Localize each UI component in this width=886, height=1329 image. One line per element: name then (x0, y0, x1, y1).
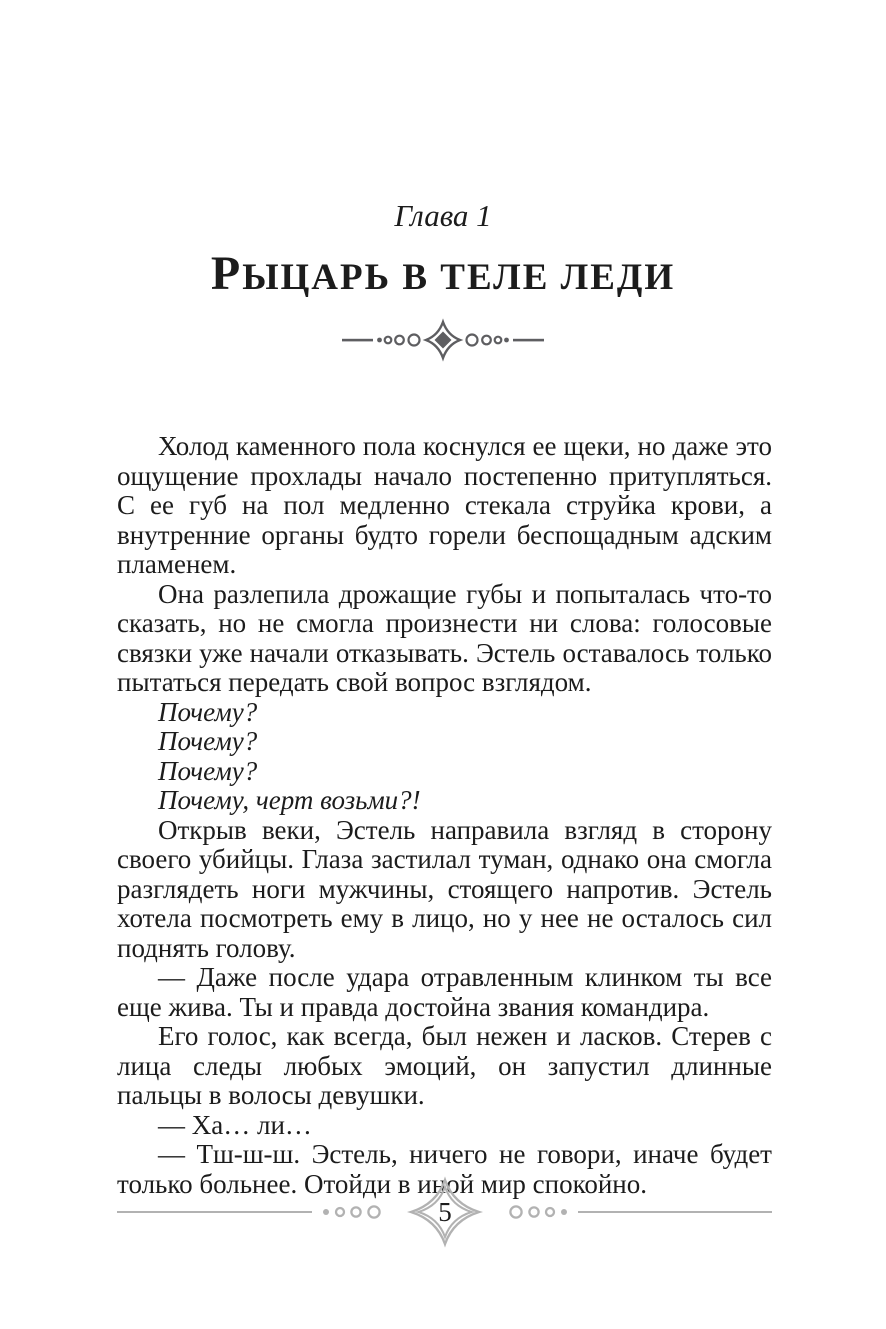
footer-circle-icon (351, 1207, 360, 1216)
chapter-title-rest: ЫЦАРЬ В ТЕЛЕ ЛЕДИ (242, 257, 676, 298)
divider-circle-icon (495, 337, 502, 344)
chapter-title (0, 247, 886, 302)
divider-line-left (342, 339, 373, 342)
paragraph: Открыв веки, Эстель направила взгляд в сторону своего убийцы. Глаза застилал туман, однако она смогла разглядеть ноги мужчины, стоящего напротив. Эстель хотела посмотреть ему в лицо, но у нее не осталось сил поднять голову. (117, 814, 772, 963)
divider-dot-icon (504, 338, 509, 343)
paragraph: — Тш-ш-ш. Эстель, ничего не говори, иначе будет только больнее. Отойди в иной мир спокойно. (117, 1139, 772, 1199)
chapter-label: Глава 1 (394, 198, 492, 233)
divider-circle-icon (385, 337, 392, 344)
paragraph: — Даже после удара отравленным клинком ты все еще жива. Ты и правда достойна звания командира. (117, 962, 772, 1022)
divider-circle-icon (409, 335, 420, 346)
page-number-ornament-icon (319, 1174, 571, 1250)
paragraph-italic: Почему? (158, 696, 258, 727)
page-footer (117, 1174, 772, 1250)
footer-circle-icon (368, 1206, 379, 1217)
paragraph-italic: Почему? (158, 755, 258, 786)
chapter-title-initial: Р (210, 247, 243, 300)
paragraph-italic: Почему, черт возьми?! (158, 785, 421, 815)
footer-circle-icon (510, 1206, 521, 1217)
divider-circle-icon (395, 336, 404, 345)
footer-circle-icon (546, 1208, 554, 1216)
footer-circle-icon (336, 1208, 344, 1216)
footer-rule-right (578, 1211, 773, 1214)
footer-dot-icon (561, 1209, 567, 1215)
paragraph: Она разлепила дрожащие губы и попыталась что-то сказать, но не смогла произнести ни слова: голосовые связки уже начали отказывать. Эстель оставалось только пытаться передать свой вопрос взглядом. (117, 578, 772, 697)
paragraph: — Ха… ли… (158, 1109, 312, 1140)
paragraph: Холод каменного пола коснулся ее щеки, но даже это ощущение прохлады начало постепенно притупляться. С ее губ на пол медленно стекала струйка крови, а внутренние органы будто горели беспощадным адским пламенем. (117, 431, 772, 579)
divider-line-right (513, 339, 544, 342)
divider-circle-icon (467, 335, 478, 346)
footer-rule-left (117, 1211, 312, 1214)
chapter-divider (0, 318, 886, 362)
divider-circle-icon (482, 336, 491, 345)
footer-dot-icon (323, 1209, 329, 1215)
paragraph: Его голос, как всегда, был нежен и ласков. Стерев с лица следы любых эмоций, он запустил длинные пальцы в волосы девушки. (117, 1021, 772, 1110)
divider-dot-icon (377, 338, 382, 343)
body-text (117, 432, 772, 1199)
diamond-flourish-divider-icon (342, 318, 544, 362)
footer-circle-icon (529, 1207, 538, 1216)
paragraph-italic: Почему? (158, 726, 258, 756)
page-number: 5 (437, 1197, 452, 1227)
